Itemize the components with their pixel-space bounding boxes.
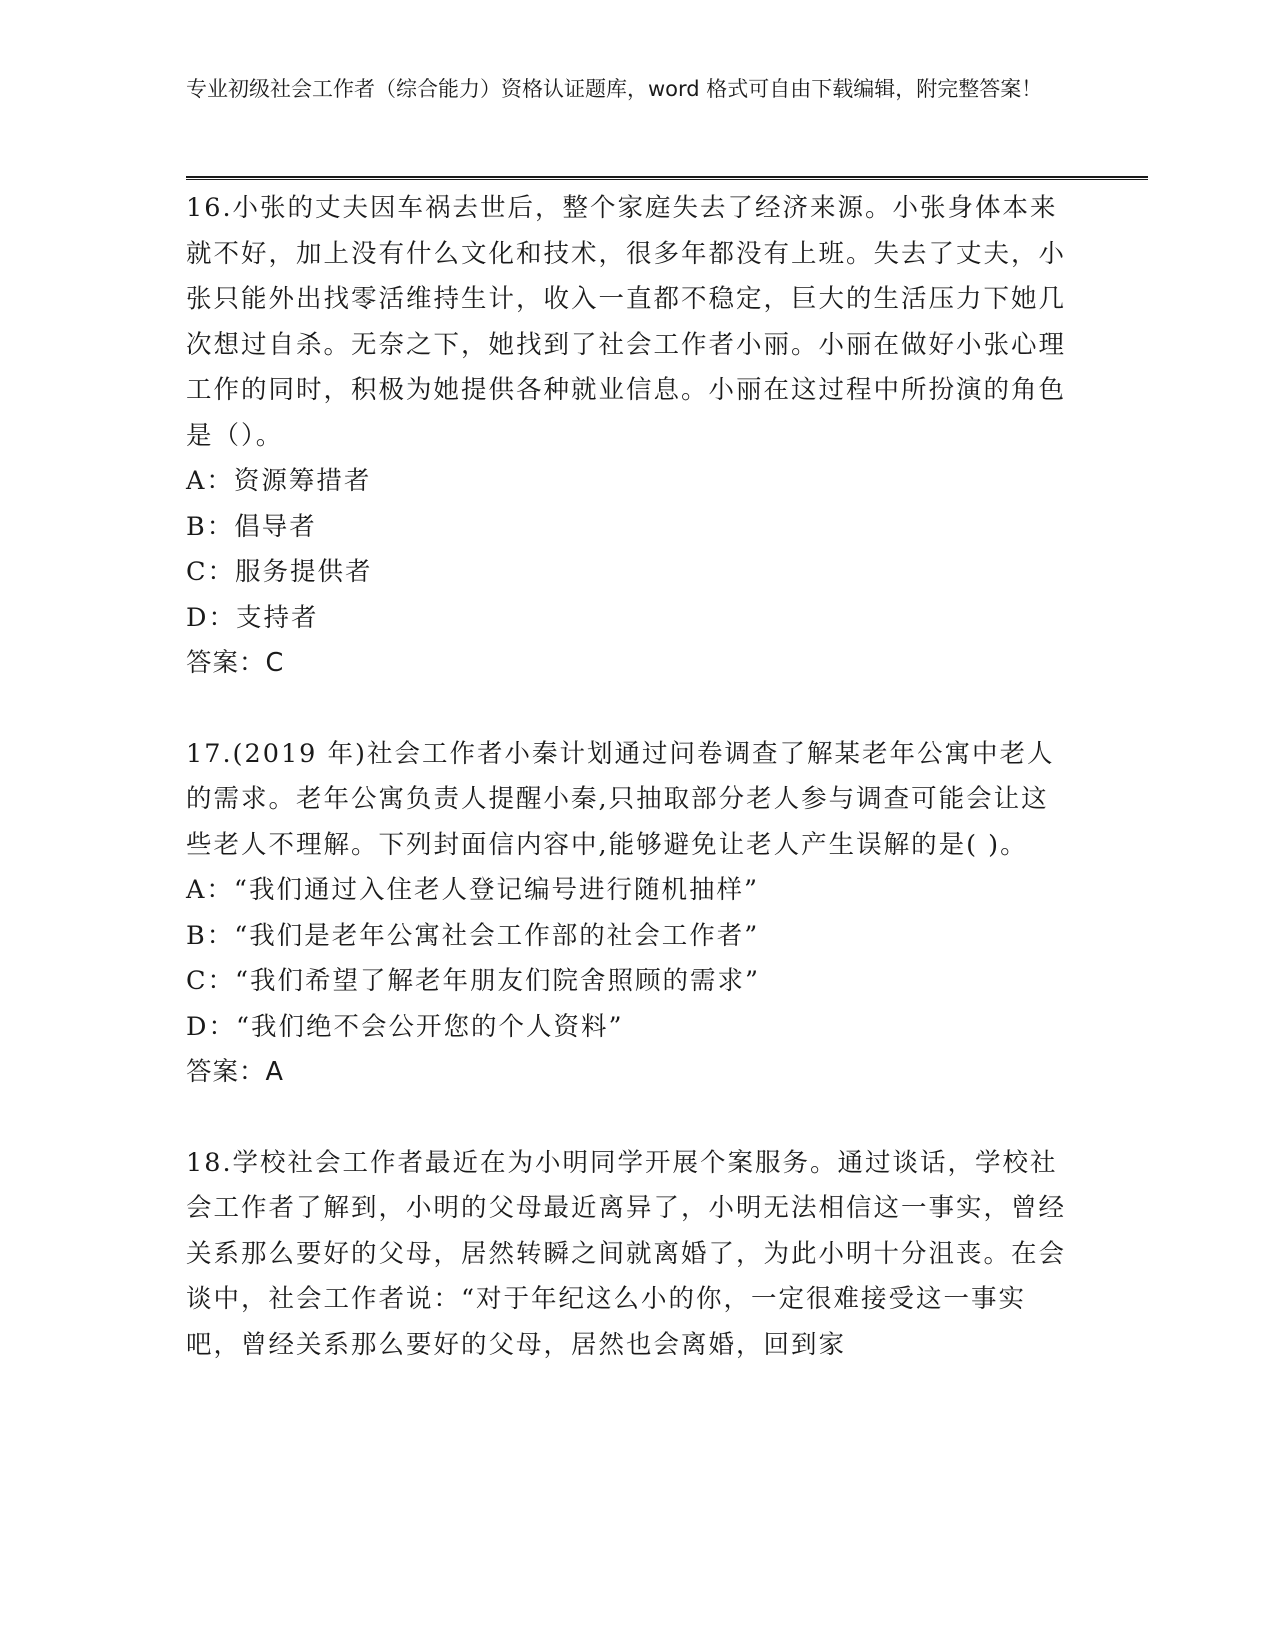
question-list [186, 186, 1076, 1368]
header-divider [186, 176, 1148, 180]
question-gap [186, 1096, 1076, 1141]
option-b: B：倡导者 [186, 511, 317, 542]
question-stem: 17.(2019 年)社会工作者小秦计划通过问卷调查了解某老年公寓中老人的需求。老年公寓负责人提醒小秦,只抽取部分老人参与调查可能会让这些老人不理解。下列封面信内容中,能够避免让老人产生误解的是( )。 [186, 738, 1055, 860]
question-17 [186, 732, 1076, 1096]
option-d: D：“我们绝不会公开您的个人资料” [186, 1011, 624, 1042]
question-18 [186, 1141, 1076, 1369]
option-a: A：资源筹措者 [186, 466, 372, 496]
option-b: B：“我们是老年公寓社会工作部的社会工作者” [186, 920, 760, 951]
page-header: 专业初级社会工作者（综合能力）资格认证题库，word 格式可自由下载编辑，附完整答案！ [186, 77, 1043, 101]
option-a: A：“我们通过入住老人登记编号进行随机抽样” [186, 875, 759, 905]
answer: 答案：C [186, 648, 285, 678]
option-c: C：服务提供者 [186, 557, 373, 587]
question-stem: 18.学校社会工作者最近在为小明同学开展个案服务。通过谈话，学校社会工作者了解到，小明的父母最近离异了，小明无法相信这一事实，曾经关系那么要好的父母，居然转瞬之间就离婚了，为此小明十分沮丧。在会谈中，社会工作者说：“对于年纪这么小的你，一定很难接受这一事实吧，曾经关系那么要好的父母，居然也会离婚，回到家 [186, 1147, 1067, 1360]
question-stem: 16.小张的丈夫因车祸去世后，整个家庭失去了经济来源。小张身体本来就不好，加上没有什么文化和技术，很多年都没有上班。失去了丈夫，小张只能外出找零活维持生计，收入一直都不稳定，巨大的生活压力下她几次想过自杀。无奈之下，她找到了社会工作者小丽。小丽在做好小张心理工作的同时，积极为她提供各种就业信息。小丽在这过程中所扮演的角色是（）。 [186, 193, 1067, 451]
question-16 [186, 186, 1076, 687]
option-c: C：“我们希望了解老年朋友们院舍照顾的需求” [186, 966, 761, 996]
answer: 答案：A [186, 1057, 284, 1087]
option-d: D：支持者 [186, 602, 319, 633]
question-gap [186, 687, 1076, 732]
